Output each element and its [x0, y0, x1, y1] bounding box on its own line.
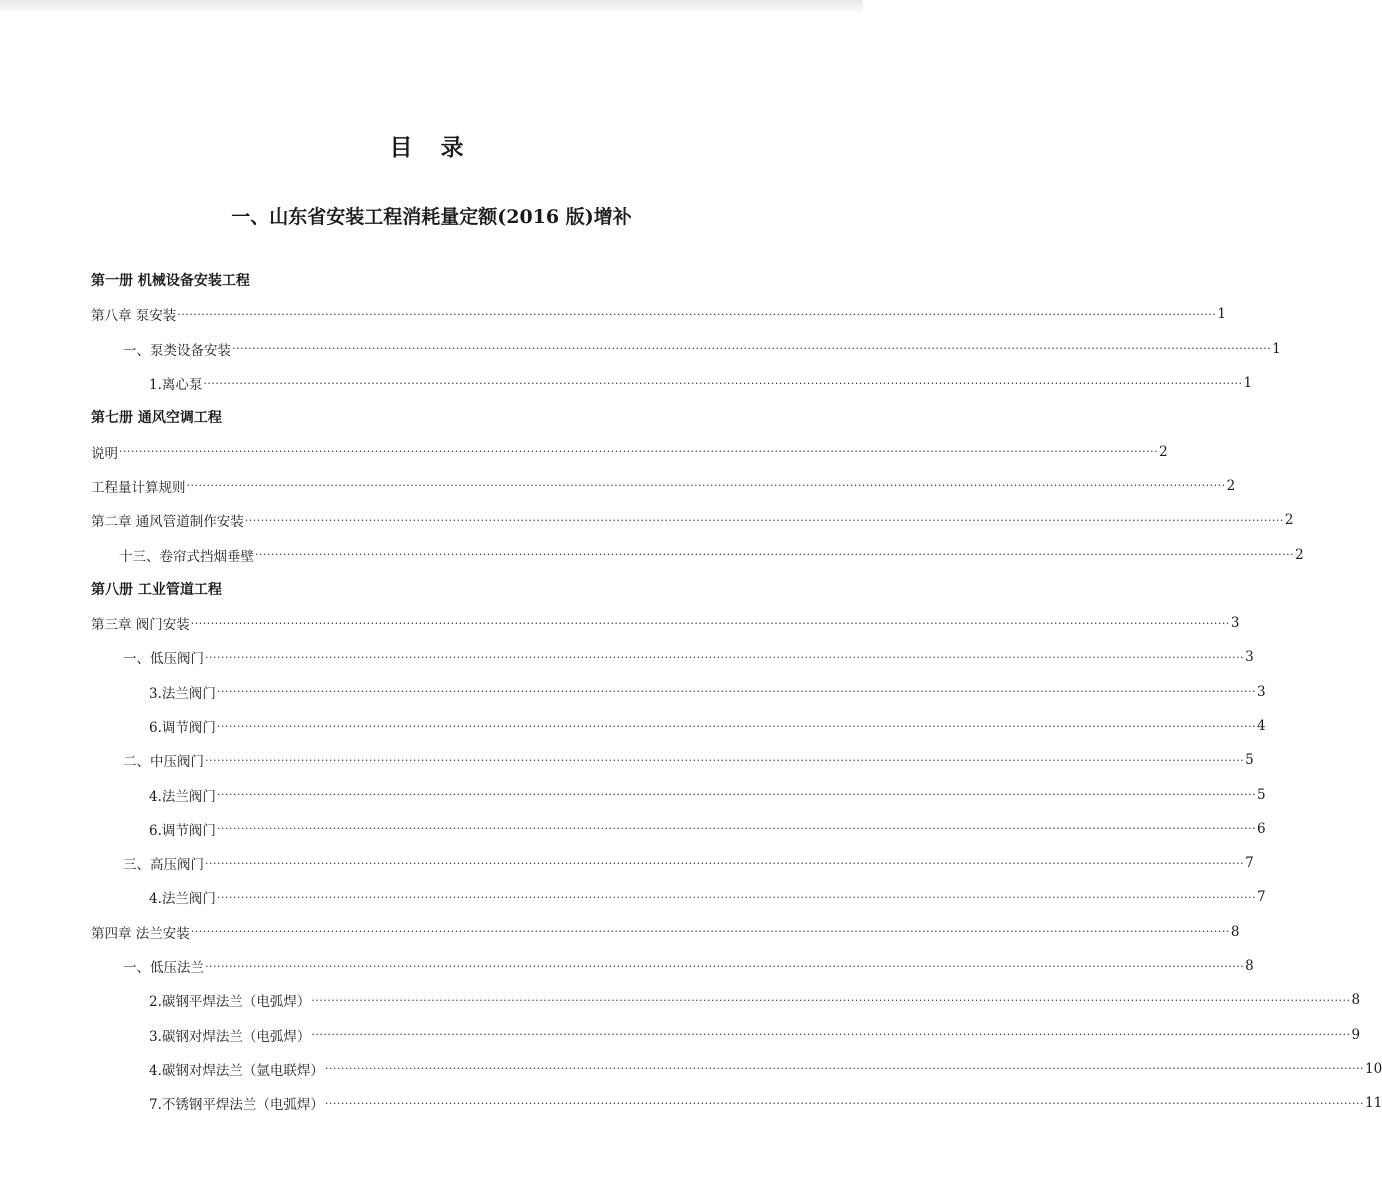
toc-entry-text: 6.调节阀门: [149, 822, 216, 839]
toc-entry[interactable]: [91, 846, 1254, 880]
toc-entry[interactable]: [91, 983, 1361, 1017]
toc-entry-text: 1.离心泵: [149, 377, 203, 394]
toc-entry-text: 第一册 机械设备安装工程: [91, 273, 250, 290]
toc-page-number: 11: [1365, 1095, 1382, 1112]
toc-entry-text: 三、高压阀门: [123, 857, 204, 874]
toc-entry-text: 第四章 法兰安装: [91, 925, 190, 942]
toc-entry[interactable]: [91, 1052, 1382, 1086]
toc-entry[interactable]: [91, 709, 1266, 743]
toc-page-number: 3: [1245, 649, 1254, 666]
toc-entry[interactable]: [91, 1018, 1361, 1052]
toc-entry[interactable]: [91, 1086, 1382, 1120]
toc-dot-leader: ····································································································································································································································································: [324, 1096, 1365, 1110]
toc-dot-leader: ····································································································································································································································································: [205, 650, 1245, 664]
toc-entry-text: 一、低压阀门: [123, 651, 204, 668]
toc-entry[interactable]: [91, 675, 1266, 709]
toc-dot-leader: ····································································································································································································································································: [216, 822, 1257, 836]
toc-page-number: 10: [1365, 1060, 1382, 1077]
toc-dot-leader: ····································································································································································································································································: [205, 753, 1245, 767]
toc-dot-leader: ····································································································································································································································································: [119, 445, 1159, 459]
toc-dot-leader: ····································································································································································································································································: [216, 788, 1257, 802]
toc-entry[interactable]: [91, 812, 1266, 846]
toc-section-heading[interactable]: [91, 263, 766, 297]
toc-dot-leader: ····································································································································································································································································: [216, 685, 1257, 699]
toc-entry[interactable]: [91, 606, 1240, 640]
toc-dot-leader: ····································································································································································································································································: [244, 513, 1284, 527]
toc-page-number: 8: [1230, 923, 1240, 940]
toc-entry[interactable]: [91, 332, 1281, 366]
toc-entry-text: 一、低压法兰: [123, 960, 204, 977]
toc-entry[interactable]: [91, 297, 1227, 331]
toc-entry-text: 3.碳钢对焊法兰（电弧焊）: [149, 1028, 311, 1045]
toc-entry[interactable]: [91, 743, 1254, 777]
toc-entry-text: 工程量计算规则: [91, 479, 186, 496]
toc-entry[interactable]: [91, 949, 1254, 983]
toc-page-number: 1: [1217, 306, 1227, 323]
toc-dot-leader: ····································································································································································································································································: [205, 856, 1245, 870]
toc-entry-text: 6.调节阀门: [149, 720, 216, 736]
toc-dot-leader: ····································································································································································································································································: [177, 307, 1217, 321]
toc-entry-text: 第八章 泵安装: [91, 308, 177, 325]
toc-entry-text: 4.碳钢对焊法兰（氩电联焊）: [149, 1062, 324, 1079]
toc-page-number: 9: [1351, 1026, 1361, 1043]
toc-entry-text: 第七册 通风空调工程: [91, 410, 222, 427]
toc-entry[interactable]: [91, 537, 1304, 571]
toc-dot-leader: ····································································································································································································································································: [216, 890, 1257, 904]
toc-entry[interactable]: [91, 469, 1236, 503]
toc-page-number: 3: [1230, 615, 1240, 632]
toc-entry[interactable]: [91, 366, 1253, 400]
toc-entry-text: 第二章 通风管道制作安装: [91, 514, 244, 531]
toc-entry-text: 二、中压阀门: [123, 754, 204, 771]
toc-entry[interactable]: [91, 503, 1294, 537]
toc-entry-text: 4.法兰阀门: [149, 891, 216, 908]
toc-entry[interactable]: [91, 915, 1240, 949]
toc-section-heading[interactable]: [91, 400, 766, 434]
toc-page-number: 2: [1284, 512, 1294, 529]
toc-dot-leader: ····································································································································································································································································: [311, 993, 1351, 1007]
toc-page-number: 2: [1159, 443, 1168, 460]
page-title: 目 录: [389, 134, 474, 161]
toc-page-number: 4: [1257, 718, 1266, 734]
toc-dot-leader: ····································································································································································································································································: [311, 1028, 1351, 1042]
toc-page-number: 8: [1351, 992, 1361, 1009]
toc-dot-leader: ····································································································································································································································································: [216, 719, 1257, 733]
toc-entry-text: 第三章 阀门安装: [91, 617, 190, 634]
toc-page-number: 5: [1257, 786, 1266, 803]
toc-dot-leader: ····································································································································································································································································: [255, 548, 1295, 562]
toc-dot-leader: ····································································································································································································································································: [203, 376, 1243, 390]
toc-page-number: 1: [1272, 340, 1281, 357]
toc-dot-leader: ····································································································································································································································································: [324, 1062, 1365, 1076]
toc-page-number: 5: [1245, 752, 1254, 769]
toc-page-number: 8: [1245, 958, 1254, 975]
toc-entry-text: 第八册 工业管道工程: [91, 581, 222, 598]
toc-section-heading[interactable]: [91, 572, 766, 606]
toc-page-number: 2: [1226, 477, 1236, 494]
toc-entry-text: 说明: [91, 445, 118, 462]
toc-entry-text: 2.碳钢平焊法兰（电弧焊）: [149, 994, 311, 1011]
toc-entry-text: 3.法兰阀门: [149, 685, 216, 702]
toc-entry[interactable]: [91, 777, 1266, 811]
toc-dot-leader: ····································································································································································································································································: [190, 925, 1230, 939]
toc-page-number: 7: [1245, 855, 1254, 872]
toc-entry-text: 十三、卷帘式挡烟垂壁: [119, 548, 254, 565]
toc-dot-leader: ····································································································································································································································································: [190, 616, 1230, 630]
toc-dot-leader: ····································································································································································································································································: [232, 342, 1272, 356]
toc-entry[interactable]: [91, 434, 1168, 468]
toc-entry[interactable]: [91, 880, 1266, 914]
toc-entry[interactable]: [91, 640, 1254, 674]
toc-page-number: 1: [1243, 375, 1253, 392]
toc-entry-text: 4.法兰阀门: [149, 788, 216, 805]
toc-dot-leader: ····································································································································································································································································: [186, 479, 1226, 493]
toc-page-number: 7: [1257, 889, 1266, 906]
table-of-contents: [91, 263, 1382, 1120]
toc-page-number: 3: [1257, 683, 1266, 700]
toc-page-number: 6: [1257, 820, 1266, 837]
toc-dot-leader: ····································································································································································································································································: [205, 959, 1245, 973]
toc-entry-text: 7.不锈钢平焊法兰（电弧焊）: [149, 1097, 324, 1114]
page-top-shadow: [0, 0, 863, 14]
toc-entry-text: 一、泵类设备安装: [123, 342, 231, 359]
page-subtitle: 一、山东省安装工程消耗量定额(2016 版)增补: [231, 206, 632, 228]
toc-page-number: 2: [1295, 546, 1304, 563]
